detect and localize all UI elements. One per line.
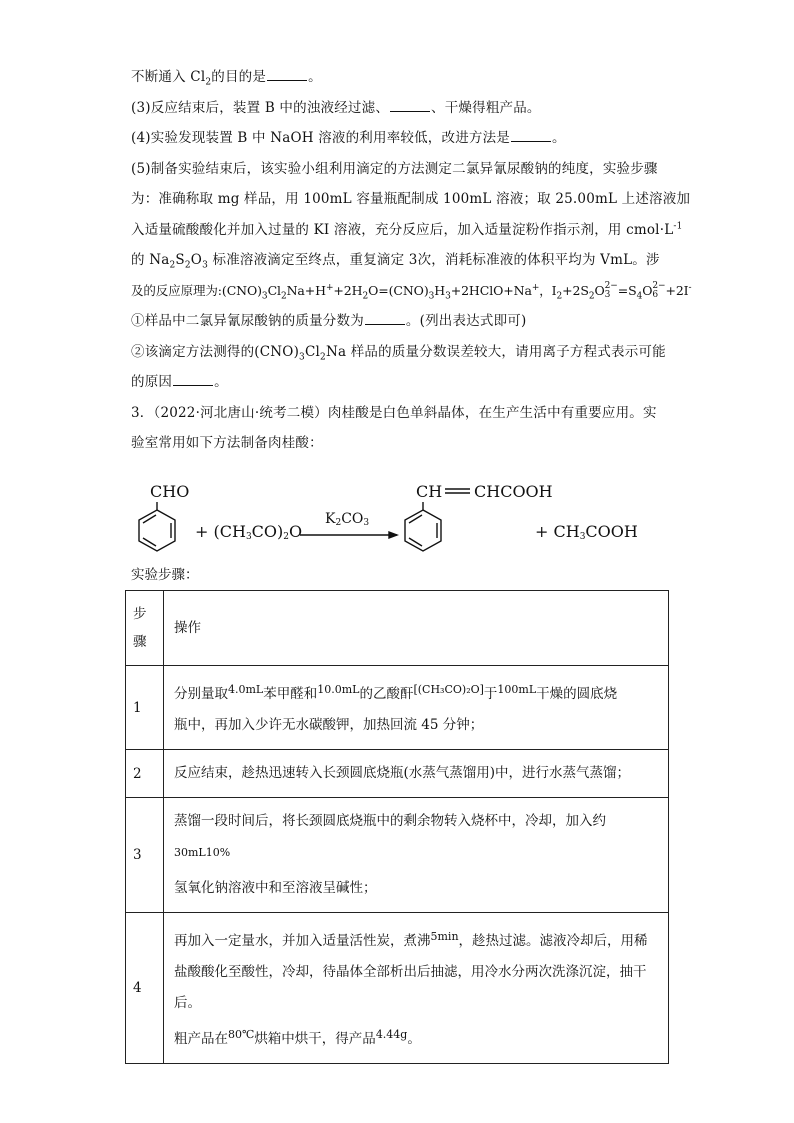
line-3: (4)实验发现装置 B 中 NaOH 溶液的利用率较低，改进方法是 。: [131, 123, 667, 154]
line-5: 为：准确称取 mg 样品，用 100mL 容量瓶配制成 100mL 溶液；取 25.00mL 上述溶液加: [131, 191, 691, 207]
acetic-acid: + $CH_3COOH$: [535, 522, 638, 542]
header-step: 步骤: [126, 591, 164, 666]
ion-charge: 2− 3: [604, 281, 618, 300]
table-row: 3 蒸馏一段时间后，将长颈圆底烧瓶中的剩余物转入烧杯中，冷却，加入约$^{30mL10\%}$ 氢氧化钠溶液中和至溶液呈碱性；: [126, 798, 669, 913]
table-header-row: [126, 591, 669, 666]
product-chcooh: CHCOOH: [474, 482, 553, 501]
answer-blank: [173, 371, 213, 386]
table-row: 4 再加入一定量水，并加入适量活性炭，煮沸$^{5min}$，趁热过滤。滤液冷却后，用稀 盐酸酸化至酸性，冷却，待晶体全部析出后抽滤，用冷水分两次洗涤沉淀，抽干后。 粗产品在$^{80℃}$烘箱中烘干，得产品$^{4.44g}$。: [126, 913, 669, 1064]
line-13: 验室常用如下方法制备肉桂酸：: [131, 435, 323, 451]
line-1: 不断通入 $Cl_2$的目的是 。: [131, 62, 667, 93]
answer-blank: [365, 310, 405, 325]
reaction-scheme: [125, 478, 685, 568]
acetic-anhydride: + $(CH_3CO)_2O$: [195, 522, 303, 542]
ion-charge: 2− 6: [652, 281, 666, 300]
line-2: (3)反应结束后，装置 B 中的浊液经过滤、 、干燥得粗产品。: [131, 93, 667, 124]
line-6: 入适量硫酸酸化并加入过量的 KI 溶液，充分反应后，加入适量淀粉作指示剂，用 $cmol\cdot L^{-1}$: [131, 221, 683, 238]
line-9: ①样品中二氯异氰尿酸钠的质量分数为 。(列出表达式即可): [131, 306, 667, 337]
table-row: 2 反应结束，趁热迅速转入长颈圆底烧瓶(水蒸气蒸馏用)中，进行水蒸气蒸馏；: [126, 750, 669, 798]
line-8-equation: 及的反应原理为$:(CNO)_3Cl_2Na+H^++2H_2O=(CNO)_3H_3+2HClO+Na^+$，$I_2+2S_2O$ 2− 3 $=S_4O$ 2− 6 +2I-: [131, 281, 692, 301]
steps-table: [125, 590, 669, 1064]
line-12: 3．（2022·河北唐山·统考二模）肉桂酸是白色单斜晶体，在生产生活中有重要应用。实: [131, 404, 657, 421]
steps-label: 实验步骤：: [131, 567, 199, 583]
product-ch: CH: [416, 482, 443, 501]
answer-blank: [267, 66, 307, 81]
line-11: 的原因 。: [131, 367, 667, 398]
line-7: 的 $Na_2S_2O_3$ 标准溶液滴定至终点，重复滴定 3次，消耗标准液的体积平均为 VmL。涉: [131, 252, 660, 271]
cho-label: CHO: [150, 482, 190, 501]
line-4: (5)制备实验结束后，该实验小组利用滴定的方法测定二氯异氰尿酸钠的纯度，实验步骤: [131, 160, 658, 177]
answer-blank: [390, 97, 430, 112]
answer-blank: [511, 127, 551, 142]
line-10: ②该滴定方法测得的$(CNO)_3Cl_2Na$ 样品的质量分数误差较大，请用离子方程式表示可能: [131, 343, 666, 363]
header-op: 操作: [164, 591, 669, 666]
catalyst-label: $K_2CO_3$: [325, 511, 370, 528]
table-row: 1 分别量取$^{4.0mL}$苯甲醛和$^{10.0mL}$的乙酸酐[(CH₃CO)₂O]于$^{100mL}$干燥的圆底烧 瓶中，再加入少许无水碳酸钾，加热回流 45 分钟；: [126, 666, 669, 750]
question-text: [131, 62, 692, 459]
